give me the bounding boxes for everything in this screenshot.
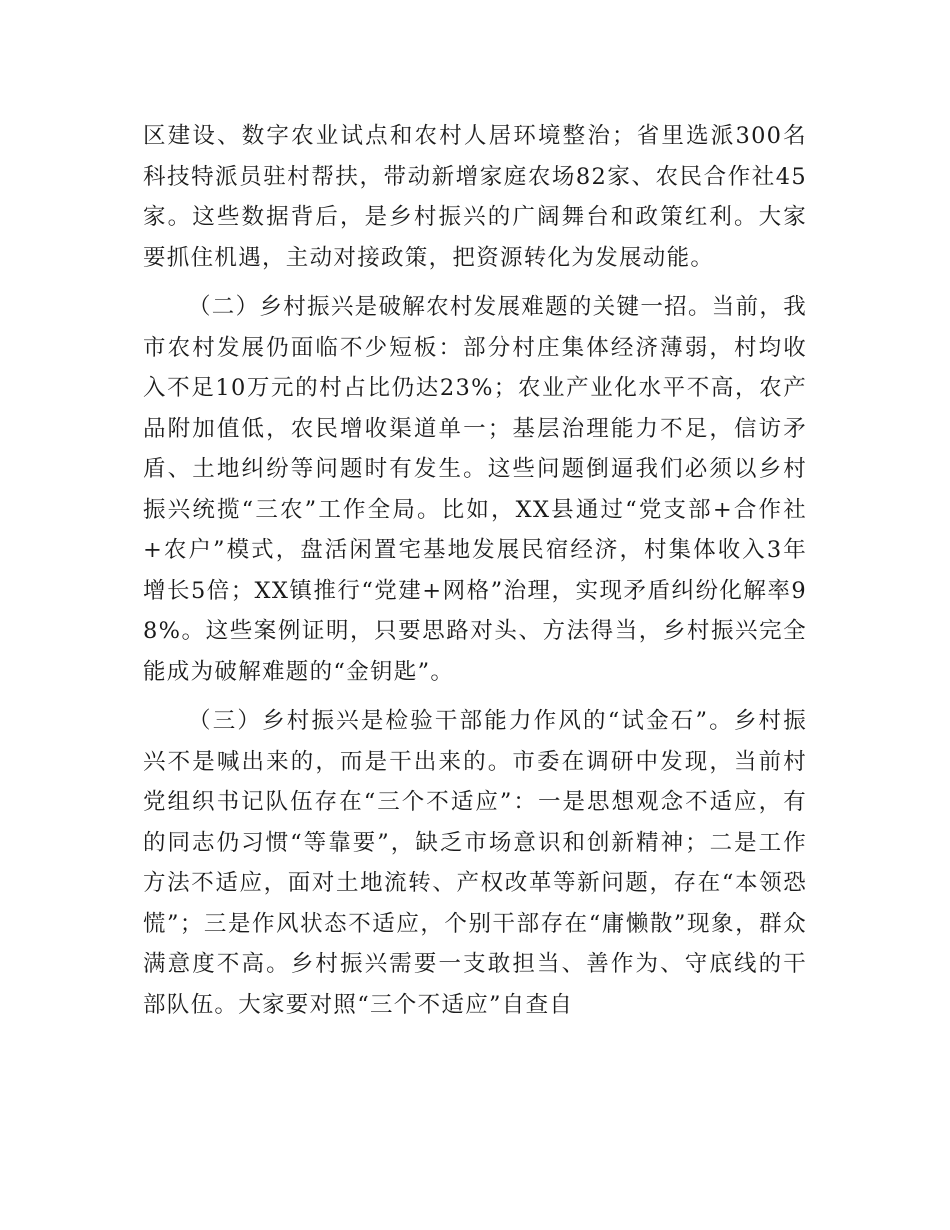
paragraph-continuation: 区建设、数字农业试点和农村人居环境整治；省里选派300名科技特派员驻村帮扶，带动新增家庭农场82家、农民合作社45家。这些数据背后，是乡村振兴的广阔舞台和政策红利。大家要抓住机遇，主动对接政策，把资源转化为发展动能。: [143, 123, 807, 271]
paragraph-section-three: （三）乡村振兴是检验干部能力作风的“试金石”。乡村振兴不是喊出来的，而是干出来的。市委在调研中发现，当前村党组织书记队伍存在“三个不适应”：一是思想观念不适应，有的同志仍习惯“等靠要”，缺乏市场意识和创新精神；二是工作方法不适应，面对土地流转、产权改革等新问题，存在“本领恐慌”；三是作风状态不适应，个别干部存在“庸懒散”现象，群众满意度不高。乡村振兴需要一支敢担当、善作为、守底线的干部队伍。大家要对照“三个不适应”自查自: [143, 708, 807, 1018]
paragraph-section-two: （二）乡村振兴是破解农村发展难题的关键一招。当前，我市农村发展仍面临不少短板：部分村庄集体经济薄弱，村均收入不足10万元的村占比仍达23%；农业产业化水平不高，农产品附加值低，农民增收渠道单一；基层治理能力不足，信访矛盾、土地纠纷等问题时有发生。这些问题倒逼我们必须以乡村振兴统揽“三农”工作全局。比如，XX县通过“党支部+合作社+农户”模式，盘活闲置宅基地发展民宿经济，村集体收入3年增长5倍；XX镇推行“党建+网格”治理，实现矛盾纠纷化解率98%。这些案例证明，只要思路对头、方法得当，乡村振兴完全能成为破解难题的“金钥匙”。: [143, 294, 807, 685]
document-body: [143, 116, 807, 1034]
